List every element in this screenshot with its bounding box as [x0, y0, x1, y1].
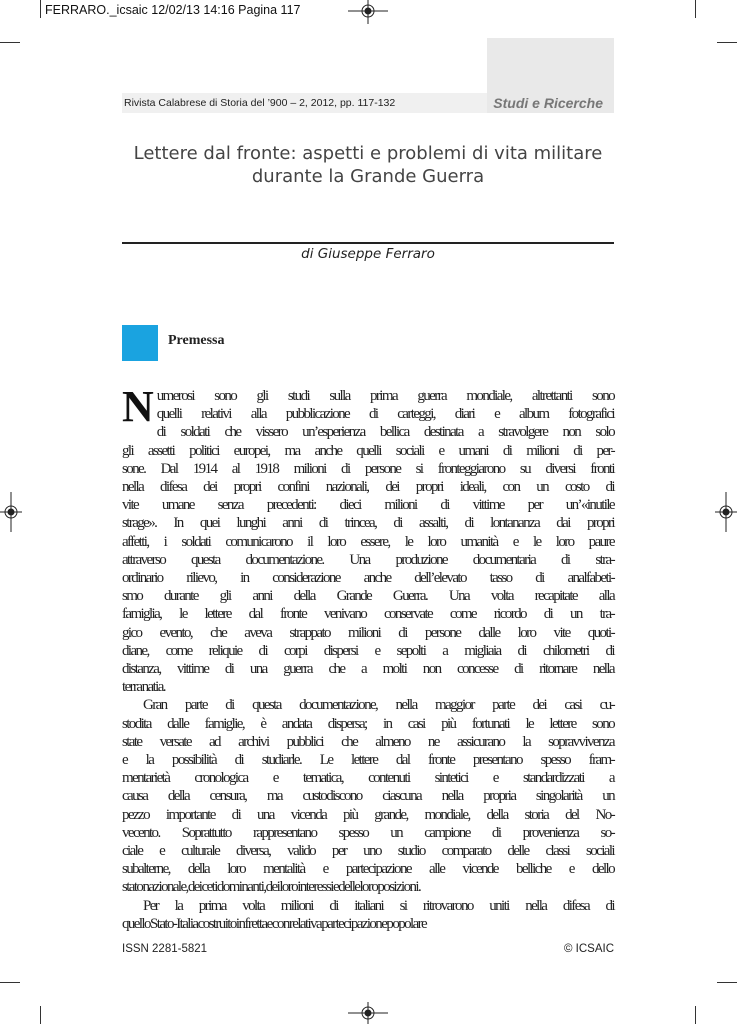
crop-mark [695, 0, 696, 18]
text-line: stato nazionale, dei ceti dominanti, dei loro interessi e delle loro posizioni. [122, 879, 421, 896]
text-line: gli assetti politici europei, ma anche quelli sociali e umani di milioni di per- [122, 442, 614, 459]
crop-mark [40, 0, 41, 18]
journal-citation: Rivista Calabrese di Storia del ’900 – 2, 2012, pp. 117-132 [124, 97, 396, 109]
crop-mark [717, 982, 737, 983]
text-line: vite umane senza precedenti: dieci milioni di vittime per un’«inutile [122, 497, 614, 514]
registration-mark-icon [348, 1002, 388, 1024]
text-line: vecento. Soprattutto rappresentano spesso un campione di provenienza so- [122, 824, 614, 841]
text-line: mentarietà cronologica e tematica, contenuti sintetici e standardizzati a [122, 770, 614, 787]
registration-mark-icon [715, 492, 737, 532]
text-line: di soldati che vissero un’esperienza bellica destinata a stravolgere non solo [156, 424, 614, 441]
text-line: quello Stato-Italia costruito in fretta e con relativa partecipazione popolare [122, 915, 427, 932]
print-slug: FERRARO._icsaic 12/02/13 14:16 Pagina 117 [45, 3, 301, 17]
text-line: gico evento, che aveva strappato milioni di persone dalle loro vite quoti- [122, 624, 614, 641]
text-line: quelli relativi alla pubblicazione di carteggi, diari e album fotografici [156, 406, 614, 423]
section-label: Studi e Ricerche [493, 95, 603, 111]
section-heading: Premessa [168, 333, 225, 348]
text-line: strage». In quei lunghi anni di trincea, di assalti, di lontananza dai propri [122, 515, 614, 532]
title-line: durante la Grande Guerra [251, 166, 485, 187]
text-line: Gran parte di questa documentazione, nella maggior parte dei casi cu- [143, 697, 614, 714]
text-line: pezzo importante di una vicenda più grande, mondiale, della storia del No- [122, 806, 614, 823]
text-line: nella difesa dei propri confini nazionali, dei propri ideali, con un costo di [122, 479, 614, 496]
crop-mark [695, 1006, 696, 1024]
text-line: subalterne, della loro mentalità e partecipazione alle vicende belliche e dello [122, 861, 614, 878]
author: di Giuseppe Ferraro [301, 246, 435, 262]
text-line: distanza, vittime di una guerra che a molti non concesse di ritornare nella [122, 661, 614, 678]
text-line: stodita dalle famiglie, è andata dispersa; in casi più fortunati le lettere sono [122, 715, 614, 732]
text-line: famiglia, le lettere dal fronte venivano conservate come ricordo di un tra- [122, 606, 614, 623]
issn: ISSN 2281-5821 [122, 943, 208, 955]
text-line: ciale e culturale diversa, valido per uno studio comparato delle classi sociali [122, 843, 614, 860]
divider [122, 242, 614, 244]
text-line: affetti, i soldati comunicarono il loro essere, le loro umanità e le loro paure [122, 533, 614, 550]
body-text [122, 382, 614, 933]
text-line: umerosi sono gli studi sulla prima guerra mondiale, altrettanti sono [156, 388, 614, 404]
article-title [122, 142, 614, 188]
text-line: smo durante gli anni della Grande Guerra. Una volta recapitate alla [122, 588, 614, 605]
crop-mark [0, 42, 20, 43]
text-line: terra natia. [122, 679, 165, 696]
registration-mark-icon [0, 492, 22, 532]
text-line: e la possibilità di studiarle. Le lettere dal fronte presentano spesso fram- [122, 752, 614, 769]
text-line: Per la prima volta milioni di italiani si ritrovarono uniti nella difesa di [143, 897, 614, 914]
text-line: diane, come reliquie di corpi dispersi e sepolti a migliaia di chilometri di [122, 642, 614, 659]
text-line: causa della censura, ma custodiscono ciascuna nella propria singolarità un [122, 788, 614, 805]
crop-mark [40, 1006, 41, 1024]
text-line: ordinario rilievo, in considerazione anche dell’elevato tasso di analfabeti- [122, 570, 614, 587]
section-marker [122, 325, 158, 361]
drop-cap: N [122, 382, 154, 431]
text-line: sone. Dal 1914 al 1918 milioni di persone si fronteggiarono su diversi fronti [122, 460, 614, 477]
copyright: © ICSAIC [563, 943, 614, 955]
crop-mark [0, 982, 20, 983]
title-line: Lettere dal fronte: aspetti e problemi di vita militare [133, 143, 603, 164]
text-line: attraverso questa documentazione. Una produzione documentaria di stra- [122, 551, 614, 568]
crop-mark [717, 42, 737, 43]
registration-mark-icon [348, 0, 388, 24]
text-line: state versate ad archivi pubblici che almeno ne assicurano la sopravvivenza [122, 733, 614, 750]
